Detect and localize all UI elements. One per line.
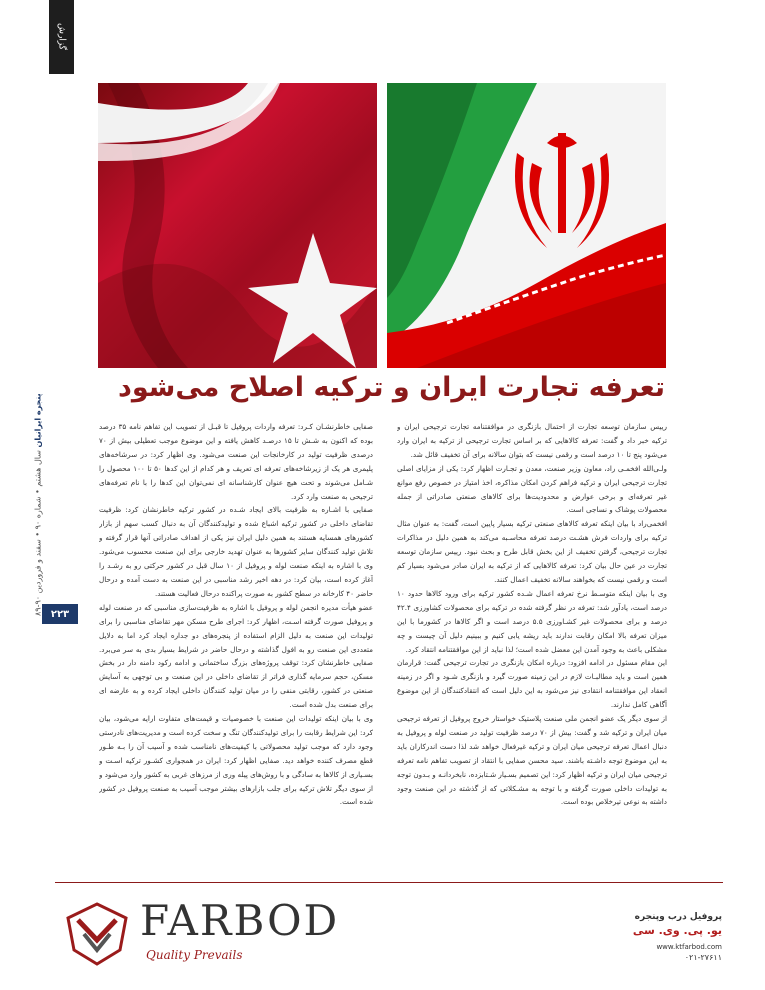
paragraph: افخمی‌راد با بیان اینکه تعرفه کالاهای صنعتی ترکیه بسیار پایین است، گفت: به عنوان مثال ترکیه برای واردات فرش هشـت درصد تعرفه محاسـبه می‌کند به همین دلیل در مذاکرات تجارت ترجیحی، گرفتن تخفیف از این بخش قابل طرح و بحث نبود. رییس سازمان توسعه تجارت در عین حال بیان کرد: تعرفه کالاهایی که از ترکیه به ایران صادر می‌شود بسیار کم است و رقمی نیست که بخواهند سالانه تخفیف اعمال کنند. (397, 519, 667, 584)
ad-website[interactable]: www.ktfarbod.com (656, 943, 722, 951)
farbod-logo-icon (64, 900, 130, 968)
ad-slogan: Quality Prevails (146, 948, 243, 962)
page-number: ۲۲۳ (42, 604, 78, 624)
ad-product: پروفیل درب وپنجره (634, 912, 722, 922)
section-tab-label: گزارش (56, 23, 67, 51)
issue-info: سال هشتم • شماره ۹۰ • سفند و فروردین ۹۰-۸۹ (33, 450, 43, 617)
ad-brand: FARBOD (140, 896, 340, 945)
article-column-right (397, 420, 667, 890)
paragraph: وی با بیان اینکه متوسـط نرخ تعرفه اعمال شـده کشور ترکیه برای ورود کالاها حدود ۱۰ درصد است، یادآور شد: تعرفه در نظر گرفته شده در ترکیه برای محصولات کشاورزی ۴۲.۴ درصد و برای محصولات غیر کشـاورزی ۵.۵ درصد است و اگر کالاها در کشورما با این میزان تعرفه بالا امکان رقابت ندارند باید ریشه یابی کنیم و ببینیم دلیل آن چیست و چه مشکلی باعث به وجود آمدن این معضل شده است؛ لذا نباید از این موافقتنامه انتقاد کرد. (397, 588, 667, 654)
paragraph: صفایی خاطرنشـان کـرد: تعرفه واردات پروفیل تا قبـل از تصویب این تفاهم نامه ۳۵ درصد بوده که اکنون به شـش تا ۱۵ درصـد کاهش یافته و این موضوع موجب تعطیلی بیش از ۷۰ درصدی ظرفیت تولید در کارخانجات این صنعت می‌شود. وی اظهار کرد: در سرشاخه‌های پلیمری هر یک از زیرشاخه‌های تعرفه ای تعریف و هر کدام از این کدها ۵۰ تا ۱۰۰ محصول را شـامل می‌شوند و تحت هیچ عنوان کارشناسانه ای نمی‌توان این کدها را با نام تعرفه‌های ترجیحی به صنعت وارد کرد. (99, 422, 373, 501)
magazine-name: پنجره ایرانیان (33, 393, 43, 448)
footer-divider (55, 882, 723, 883)
paragraph: این مقام مسئول در ادامه افزود: درباره امکان بازنگری در تجارت ترجیحی گفت: قرارمان همین است و باید مطالبـات لازم در این زمینه صورت گیرد و بازنگری شـود و اگر در زمینه انعقاد این موافقتنامه انتقادی نیز می‌شود به این دلیل است که انتقادکنندگان از این موضوع آگاهی کامل ندارند. (397, 658, 667, 710)
paragraph: عضو هیأت مدیره انجمن لوله و پروفیل با اشاره به ظرفیت‌سازی مناسبی که در صنعت لوله و پروفیل صورت گرفته اسـت، اظهار کرد: اجرای طرح مسکن مهر تقاضای مناسبی را برای تولیدات این صنعت به دلیل الزام استفاده از پنجره‌های دو جداره ایجاد کرد اما به دلایل متعددی این صنعت رو به افول گذاشته و درحال حاضر در شرایط بسیار بدی به سر می‌برد. صفایی خاطرنشان کرد: توقف پروژه‌های بزرگ ساختمانی و ادامه رکود دامنه دار در بخش مسکن، حجم سرمایه گذاری فراتر از تقاضای داخلی در این صنعت و بی توجهی به آسایش صنعتی در کشور، رقابتی منفی را در میان تولید کنندگان داخلی ایجاد کرده و به عارضه ای برای صنعت بدل شده است. (99, 602, 373, 710)
iran-flag-photo (387, 83, 666, 368)
section-tab (49, 0, 74, 74)
paragraph: از سوی دیگر یک عضو انجمن ملی صنعت پلاستیک خواستار خروج پروفیل از تعرفه ترجیحی میان ایران و ترکیه شد و گفت: بیش از ۷۰ درصد ظرفیت تولید در صنعت لوله و پروفیل به دنبال اعمال تعرفه ترجیحی میان ایران و ترکیه غیرفعال خواهد شد لذا دست اندرکاران باید به این موضوع توجه داشـته باشند. سید محسن صفایی با انتقاد از تصویب تفاهم نامه تعرفه ترجیحی میان ایران و ترکیه اظهار کرد: این تصمیم بسـیار شـتابزده، نابخردانـه و بـدون توجه به تولیدات داخلی صورت گرفته و با توجه به مشـکلاتی که از گذشته در این صنعت وجود داشته به نوعی تیرخلاص بوده است. (397, 714, 667, 807)
paragraph: صفایی با اشـاره به ظرفیت بالای ایجاد شـده در کشور ترکیه خاطرنشان کرد: ظرفیت تقاضای داخلی در کشور ترکیه اشباع شده و تولیدکنندگان آن به دنبال کسب سهم از بازار کشورهای همسایه هستند به همین دلیل ایران نیز یکی از اهداف صادراتی آنها قرار گرفته و تلاش تولید کنندگان سایر کشورها به عنوان تهدید خارجی برای این صنعت محسوب می‌شود. وی با اشاره به اینکه صنعت لوله و پروفیل از ۱۰ سال قبل در کشور حرکتی رو به رشـد را آغاز کرده است، بیان کرد: در دهه اخیر رشد مناسبی در این صنعت به دست آمده و درحال حاضر ۴۰ کارخانه در سطح کشور به صورت پراکنده درحال فعالیت هستند. (99, 505, 373, 598)
ad-contact (612, 912, 722, 962)
ad-material: یو. پی. وی. سی (632, 924, 722, 937)
turkey-flag-photo (98, 83, 377, 368)
ad-phone: ۰۲۱-۲۷۶۱۱ (684, 953, 722, 962)
magazine-meta (18, 393, 58, 617)
article-title: تعرفه تجارت ایران و ترکیه اصلاح می‌شود (117, 372, 665, 403)
paragraph: وی با بیان اینکه تولیدات این صنعت با خصوصیات و قیمت‌های متفاوت ارایه می‌شود، بیان کرد: این شرایط رقابت را برای تولیدکنندگان تنگ و سخت کرده است و مدیریت‌های نادرستی وجود دارد که موجب تولید محصولاتی با کیفیت‌های نامناسب شده و آسیب آن را بـه طـور قطع مصرف کننده خواهد دید. صفایی اظهار کرد: ایران در همجواری کشـور ترکیه اسـت و بسـیاری از کالاها به سادگی و با روش‌های پیله وری از مرزهای غربی به کشور وارد می‌شود و از سوی دیگر تلاش ترکیه برای جلب بازارهای بیشتر موجب آسیب به صنعت پروفیل در کشور شده است. (99, 714, 373, 807)
paragraph: ولـی‌الله افخمـی راد، معاون وزیر صنعت، معدن و تجـارت اظهار کرد: یکی از مزایای اصلی تجارت ترجیحی ایران و ترکیه فراهم کردن امکان مذاکره، اخذ امتیاز در خصوص رفع موانع غیر تعرفه‌ای و برخی عوارض و محدودیت‌ها برای کالاهای صنعتی صادراتی از جمله محصولات پوشاک و نساجی است. (397, 463, 667, 515)
article-column-left (99, 420, 373, 890)
paragraph: رییس سازمان توسعه تجارت از احتمال بازنگری در موافقتنامه تجارت ترجیحی ایران و ترکیه خبر داد و گفت: تعرفه کالاهایی که بر اساس تجارت ترجیحی از ترکیه به ایران وارد می‌شود پنج تا ۱۰ درصد است و رقمی نیست که بتوان سالانه برای آن تخفیف قائل شد. (397, 422, 667, 459)
